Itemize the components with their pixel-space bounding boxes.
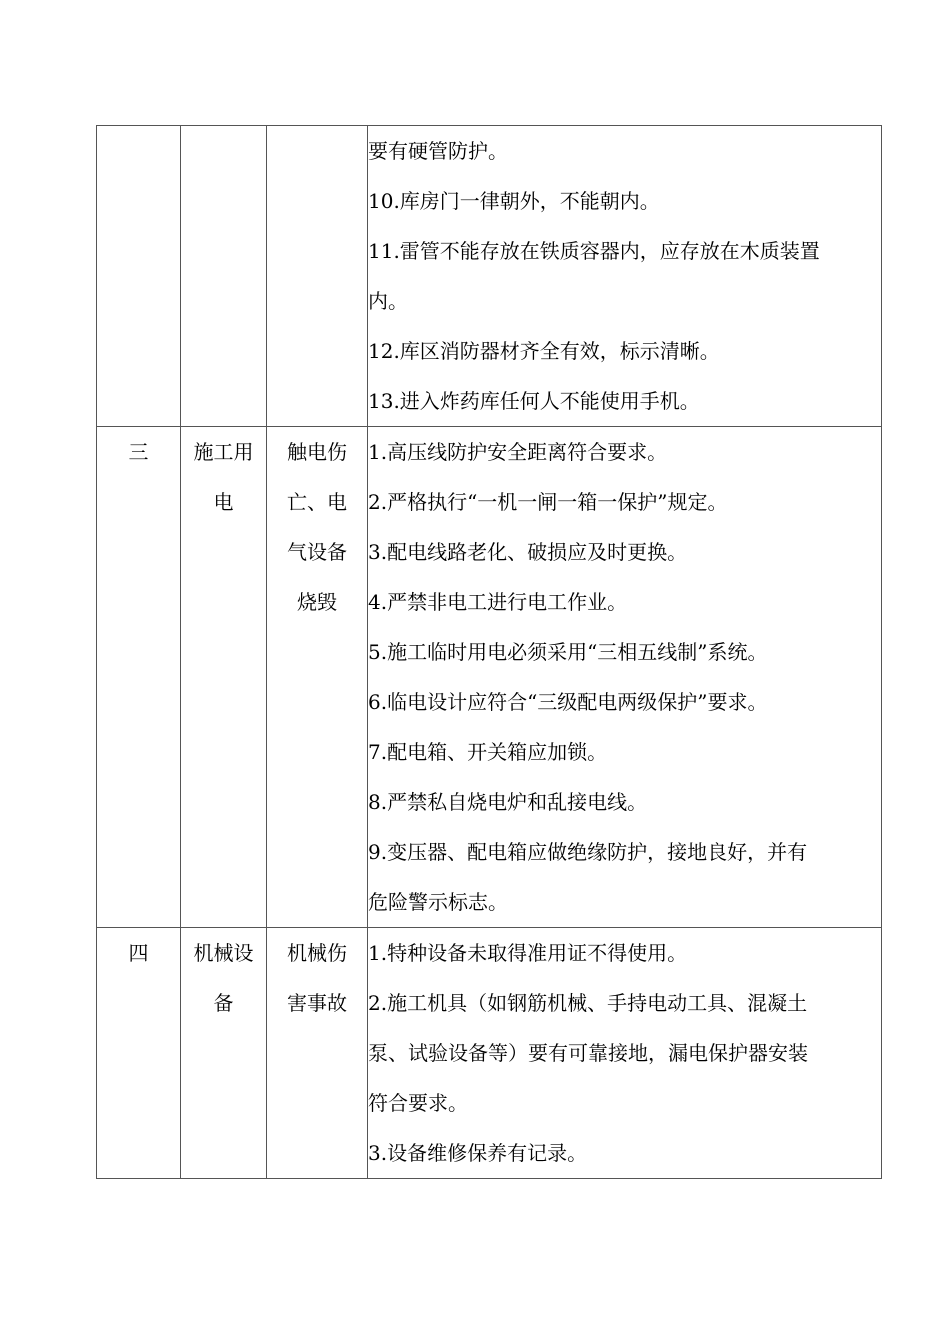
accident-type-line: 气设备 [287,540,347,564]
table-row [97,928,882,1179]
measure-line: 5.施工临时用电必须采用“三相五线制”系统。 [368,640,768,664]
measure-line: 2.施工机具（如钢筋机械、手持电动工具、混凝土 [368,991,808,1015]
measure-line: 1.高压线防护安全距离符合要求。 [368,440,668,464]
accident-type-line: 亡、电 [287,490,347,514]
measure-line: 8.严禁私自烧电炉和乱接电线。 [368,790,648,814]
measure-line: 12.库区消防器材齐全有效，标示清晰。 [368,339,720,363]
measure-line: 危险警示标志。 [368,890,508,914]
safety-measures-table [96,125,882,1179]
measure-line: 1.特种设备未取得准用证不得使用。 [368,941,688,965]
category-text [181,928,266,1028]
row-number-cell [97,427,181,928]
category-cell [181,928,267,1179]
accident-type-cell [267,427,368,928]
measure-line: 11.雷管不能存放在铁质容器内，应存放在木质装置 [368,239,820,263]
category-line: 电 [213,490,234,514]
row-number-cell [97,126,181,427]
measure-line: 2.严格执行“一机一闸一箱一保护”规定。 [368,490,728,514]
measure-line: 6.临电设计应符合“三级配电两级保护”要求。 [368,690,768,714]
measures-cell [368,427,882,928]
accident-type-text [267,427,367,627]
row-number: 四 [128,941,149,965]
accident-type-cell [267,126,368,427]
measure-line: 符合要求。 [368,1091,468,1115]
measure-line: 13.进入炸药库任何人不能使用手机。 [368,389,700,413]
table-row [97,427,882,928]
category-cell [181,126,267,427]
measure-line: 3.配电线路老化、破损应及时更换。 [368,540,688,564]
measure-line: 10.库房门一律朝外，不能朝内。 [368,189,660,213]
measure-line: 9.变压器、配电箱应做绝缘防护，接地良好，并有 [368,840,808,864]
category-text [181,427,266,527]
row-number-cell [97,928,181,1179]
category-line: 施工用 [193,440,254,464]
accident-type-line: 触电伤 [287,440,347,464]
category-line: 备 [213,991,234,1015]
measure-line: 7.配电箱、开关箱应加锁。 [368,740,608,764]
accident-type-line: 机械伤 [287,941,347,965]
row-number: 三 [128,440,149,464]
category-line: 机械设 [193,941,254,965]
measure-line: 内。 [368,289,408,313]
accident-type-line: 烧毁 [297,590,337,614]
table-row [97,126,882,427]
measures-cell [368,126,882,427]
accident-type-line: 害事故 [287,991,347,1015]
measures-cell [368,928,882,1179]
category-cell [181,427,267,928]
accident-type-cell [267,928,368,1179]
measure-line: 要有硬管防护。 [368,139,508,163]
measure-line: 3.设备维修保养有记录。 [368,1141,588,1165]
measure-line: 4.严禁非电工进行电工作业。 [368,590,628,614]
measure-line: 泵、试验设备等）要有可靠接地，漏电保护器安装 [368,1041,808,1065]
accident-type-text [267,928,367,1028]
